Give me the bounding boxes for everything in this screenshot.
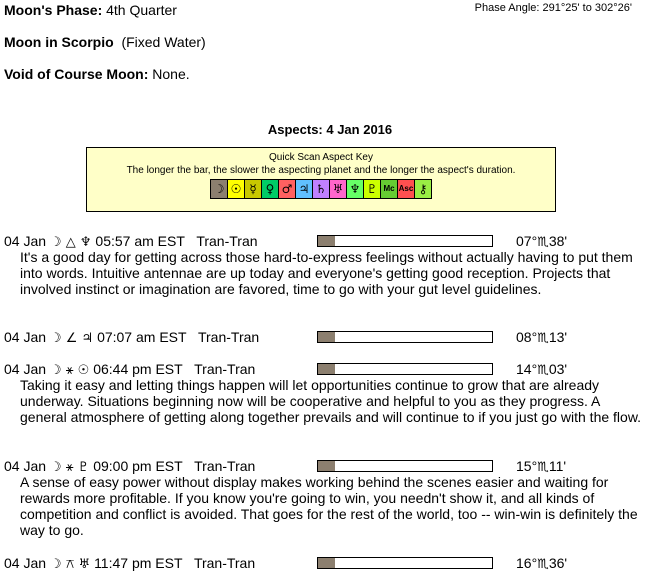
moon-phase-label: Moon's Phase: bbox=[4, 2, 103, 18]
duration-bar-fill bbox=[318, 364, 335, 374]
position-minutes: 03' bbox=[548, 361, 568, 377]
aspect-type: Tran-Tran bbox=[194, 361, 256, 377]
aspect-time: 09:00 pm EST bbox=[93, 458, 183, 474]
duration-bar-fill bbox=[318, 461, 335, 471]
position-degrees: 14° bbox=[516, 361, 538, 377]
duration-bar bbox=[317, 331, 493, 343]
aspect-type: Tran-Tran bbox=[197, 329, 260, 345]
aspect-header bbox=[4, 555, 255, 572]
aspect-date: 04 Jan bbox=[4, 233, 47, 249]
quick-scan-key bbox=[86, 147, 556, 212]
aspect-description: It's a good day for getting across those hard-to-express feelings without actually having to put them into words. Intuitive antennae are up today and everyone's getting good reception. Projects that involved instinct or imagination are favored, time to go with your gut level guidelines. bbox=[20, 249, 633, 297]
phase-angle: Phase Angle: 291°25' to 302°26' bbox=[474, 2, 632, 14]
key-glyph-row bbox=[210, 179, 432, 199]
key-glyph: ♅ bbox=[330, 180, 347, 198]
aspect-time: 07:07 am EST bbox=[97, 329, 187, 345]
key-glyph: ♇ bbox=[364, 180, 381, 198]
duration-bar-fill bbox=[318, 236, 335, 246]
duration-bar bbox=[317, 363, 493, 375]
aspect-time: 05:57 am EST bbox=[95, 233, 185, 249]
position-minutes: 36' bbox=[548, 555, 568, 571]
key-title: Quick Scan Aspect Key bbox=[269, 152, 373, 163]
aspect-header bbox=[4, 233, 258, 250]
moon-phase-line bbox=[4, 2, 177, 18]
aspect-date: 04 Jan bbox=[4, 458, 47, 474]
position-degrees: 07° bbox=[516, 233, 538, 249]
void-value: None. bbox=[152, 66, 190, 82]
aspect-header bbox=[4, 361, 255, 378]
key-glyph: ♀ bbox=[262, 180, 279, 198]
moon-sign-line bbox=[4, 34, 206, 50]
aspect-date: 04 Jan bbox=[4, 329, 47, 345]
moon-phase-value: 4th Quarter bbox=[106, 2, 177, 18]
aspect-position bbox=[516, 458, 566, 475]
moon-sign-detail: (Fixed Water) bbox=[121, 34, 206, 50]
key-glyph: Asc bbox=[398, 180, 415, 198]
key-glyph: ♃ bbox=[296, 180, 313, 198]
position-minutes: 13' bbox=[548, 329, 568, 345]
key-glyph: ☿ bbox=[245, 180, 262, 198]
void-label: Void of Course Moon: bbox=[4, 66, 149, 82]
aspect-date: 04 Jan bbox=[4, 361, 47, 377]
scorpio-icon: ♏ bbox=[537, 460, 549, 475]
scorpio-icon: ♏ bbox=[537, 235, 549, 250]
duration-bar-fill bbox=[318, 332, 335, 342]
key-glyph: ☽ bbox=[211, 180, 228, 198]
key-glyph: Mc bbox=[381, 180, 398, 198]
aspect-time: 06:44 pm EST bbox=[93, 361, 183, 377]
position-minutes: 38' bbox=[548, 233, 568, 249]
aspect-glyphs: ☽ △ ♆ bbox=[49, 235, 92, 250]
aspect-description: Taking it easy and letting things happen will let opportunities continue to grow that are already underway. Situations beginning now will be cooperative and helpful to you as they progress. A general atmosphere of getting along together prevails and will continue to if you just go with the flow. bbox=[20, 377, 642, 425]
aspect-date: 04 Jan bbox=[4, 555, 47, 571]
duration-bar bbox=[317, 235, 493, 247]
aspect-position bbox=[516, 361, 567, 378]
duration-bar bbox=[317, 557, 493, 569]
aspect-description: A sense of easy power without display makes working behind the scenes easier and waiting for rewards more profitable. If you know you're going to win, you needn't show it, and all kinds of competition and conflict is avoided. That goes for the rest of the world, too -- win-win is definitely the way to go. bbox=[20, 474, 638, 538]
scorpio-icon: ♏ bbox=[537, 557, 549, 572]
aspect-glyphs: ☽ ∠ ♃ bbox=[49, 331, 94, 346]
position-degrees: 08° bbox=[516, 329, 538, 345]
aspect-glyphs: ☽ ⚹ ☉ bbox=[49, 363, 90, 378]
aspect-header bbox=[4, 329, 259, 346]
aspects-title: Aspects: 4 Jan 2016 bbox=[267, 122, 393, 137]
aspect-glyphs: ☽ ⚹ ♇ bbox=[49, 460, 90, 475]
scorpio-icon: ♏ bbox=[537, 331, 549, 346]
aspect-position bbox=[516, 555, 567, 572]
aspect-glyphs: ☽ ⚻ ♅ bbox=[49, 557, 91, 572]
position-degrees: 15° bbox=[516, 458, 538, 474]
scorpio-icon: ♏ bbox=[537, 363, 549, 378]
key-glyph: ♂ bbox=[279, 180, 296, 198]
aspect-type: Tran-Tran bbox=[194, 458, 256, 474]
key-glyph: ♆ bbox=[347, 180, 364, 198]
void-of-course-line bbox=[4, 66, 190, 82]
key-glyph: ♄ bbox=[313, 180, 330, 198]
aspect-position bbox=[516, 329, 567, 346]
position-minutes: 11' bbox=[548, 458, 567, 474]
aspect-type: Tran-Tran bbox=[193, 555, 256, 571]
key-description: The longer the bar, the slower the aspecting planet and the longer the aspect's duration. bbox=[126, 165, 516, 176]
aspect-position bbox=[516, 233, 567, 250]
aspect-header bbox=[4, 458, 255, 475]
position-degrees: 16° bbox=[516, 555, 538, 571]
duration-bar-fill bbox=[318, 558, 335, 568]
aspect-time: 11:47 pm EST bbox=[94, 555, 183, 571]
aspect-type: Tran-Tran bbox=[196, 233, 258, 249]
duration-bar bbox=[317, 460, 493, 472]
key-glyph: ☉ bbox=[228, 180, 245, 198]
key-glyph: ⚷ bbox=[415, 180, 431, 198]
moon-sign-label: Moon in Scorpio bbox=[4, 34, 114, 50]
